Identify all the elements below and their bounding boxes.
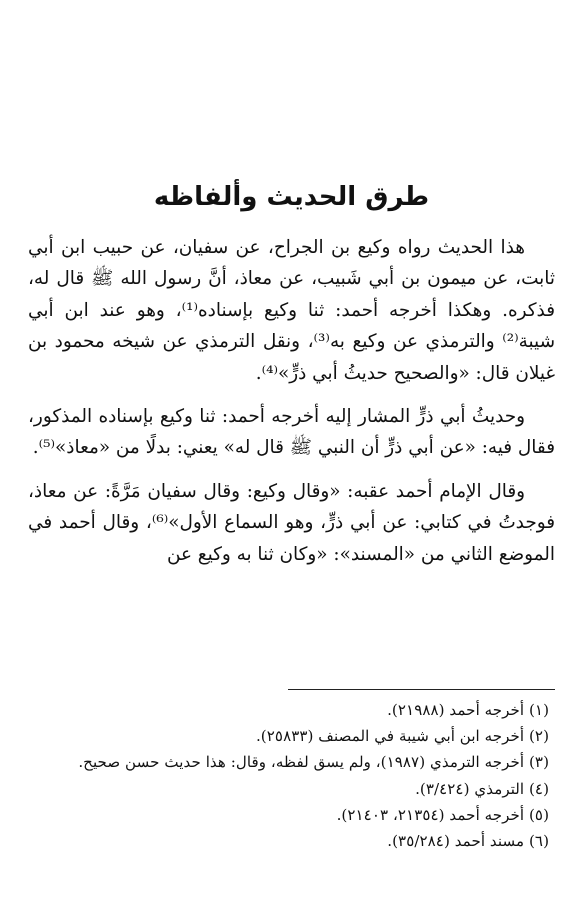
chapter-title: طرق الحديث وألفاظه bbox=[153, 182, 430, 213]
paragraph-1: هذا الحديث رواه وكيع بن الجراح، عن سفيان، عن حبيب ابن أبي ثابت، عن ميمون بن أبي شَبيب، عن معاذ، أنَّ رسول الله ﷺ قال له، فذكره. وهكذا أخرجه أحمد: ثنا وكيع بإسناده⁽¹⁾، وهو عند ابن أبي شيبة⁽²⁾ والترمذي عن وكيع به⁽³⁾، ونقل الترمذي عن شيخه محمود بن غيلان قال: «والصحيح حديثُ أبي ذرٍّ»⁽⁴⁾. bbox=[28, 237, 555, 384]
footnote-separator bbox=[288, 689, 555, 690]
footnote-5: (٥) أخرجه أحمد (٢١٣٥٤، ٢١٤٠٣). bbox=[336, 805, 549, 824]
footnote-1: (١) أخرجه أحمد (٢١٩٨٨). bbox=[387, 701, 549, 719]
footnote-4: (٤) الترمذي (٣/٤٢٤). bbox=[415, 779, 549, 798]
footnote-6: (٦) مسند أحمد (٣٥/٢٨٤). bbox=[387, 832, 549, 851]
footnotes-list bbox=[29, 697, 549, 854]
paragraph-2: وحديثُ أبي ذرٍّ المشار إليه أخرجه أحمد: ثنا وكيع بإسناده المذكور، فقال فيه: «عن أبي ذرٍّ أن النبي ﷺ قال له» يعني: بدلًا من «معاذ»⁽⁵⁾. bbox=[28, 406, 555, 459]
footnote-3: (٣) أخرجه الترمذي (١٩٨٧)، ولم يسق لفظه، وقال: هذا حديث حسن صحيح. bbox=[78, 753, 549, 772]
main-text bbox=[28, 232, 555, 570]
paragraph-3: وقال الإمام أحمد عقبه: «وقال وكيع: وقال سفيان مَرَّةً: عن معاذ، فوجدتُ في كتابي: عن أبي ذرٍّ، وهو السماع الأول»⁽⁶⁾، وقال أحمد في الموضع الثاني من «المسند»: «وكان ثنا به وكيع عن bbox=[28, 480, 555, 565]
footnote-2: (٢) أخرجه ابن أبي شيبة في المصنف (٢٥٨٣٣). bbox=[255, 727, 549, 746]
